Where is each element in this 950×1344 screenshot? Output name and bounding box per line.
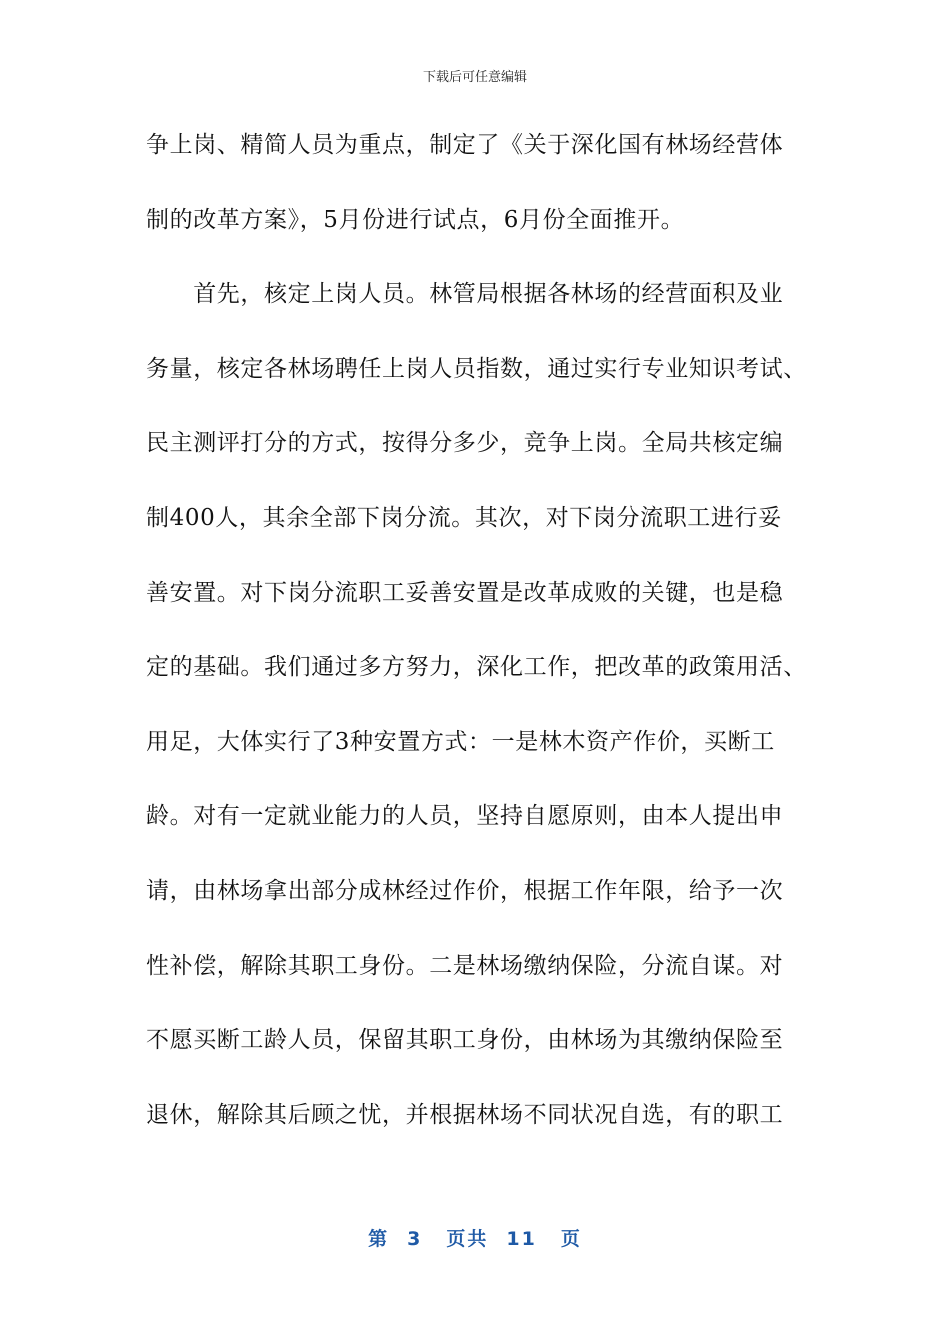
page-header: 下载后可任意编辑 — [422, 70, 527, 85]
body-line: 首先，核定上岗人员。林管局根据各林场的经营面积及业 — [146, 281, 784, 308]
footer-prefix: 第 — [368, 1228, 390, 1250]
body-line: 性补偿，解除其职工身份。二是林场缴纳保险，分流自谋。对 — [146, 952, 784, 979]
body-line: 善安置。对下岗分流职工妥善安置是改革成败的关键，也是稳 — [146, 579, 784, 606]
body-line: 务量，核定各林场聘任上岗人员指数，通过实行专业知识考试、 — [146, 355, 807, 382]
body-line: 制的改革方案》，5月份进行试点，6月份全面推开。 — [146, 206, 685, 233]
body-line: 用足，大体实行了3种安置方式：一是林木资产作价，买断工 — [146, 728, 775, 755]
footer-suffix: 页 — [560, 1228, 582, 1250]
body-line: 争上岗、精简人员为重点，制定了《关于深化国有林场经营体 — [146, 132, 784, 158]
body-line: 制400人，其余全部下岗分流。其次，对下岗分流职工进行妥 — [146, 504, 782, 531]
document-body — [146, 122, 814, 1166]
body-line: 民主测评打分的方式，按得分多少，竞争上岗。全局共核定编 — [146, 430, 784, 457]
page-footer — [0, 1224, 950, 1251]
footer-middle: 页共 — [446, 1228, 489, 1250]
body-line: 龄。对有一定就业能力的人员，坚持自愿原则，由本人提出申 — [146, 803, 784, 830]
body-line: 定的基础。我们通过多方努力，深化工作，把改革的政策用活、 — [146, 654, 807, 681]
body-line: 退休，解除其后顾之忧，并根据林场不同状况自选，有的职工 — [146, 1101, 784, 1128]
footer-page-number: 3 — [407, 1228, 423, 1250]
body-line: 请，由林场拿出部分成林经过作价，根据工作年限，给予一次 — [146, 877, 784, 904]
footer-total-pages: 11 — [506, 1228, 537, 1250]
body-line: 不愿买断工龄人员，保留其职工身份，由林场为其缴纳保险至 — [146, 1027, 784, 1054]
